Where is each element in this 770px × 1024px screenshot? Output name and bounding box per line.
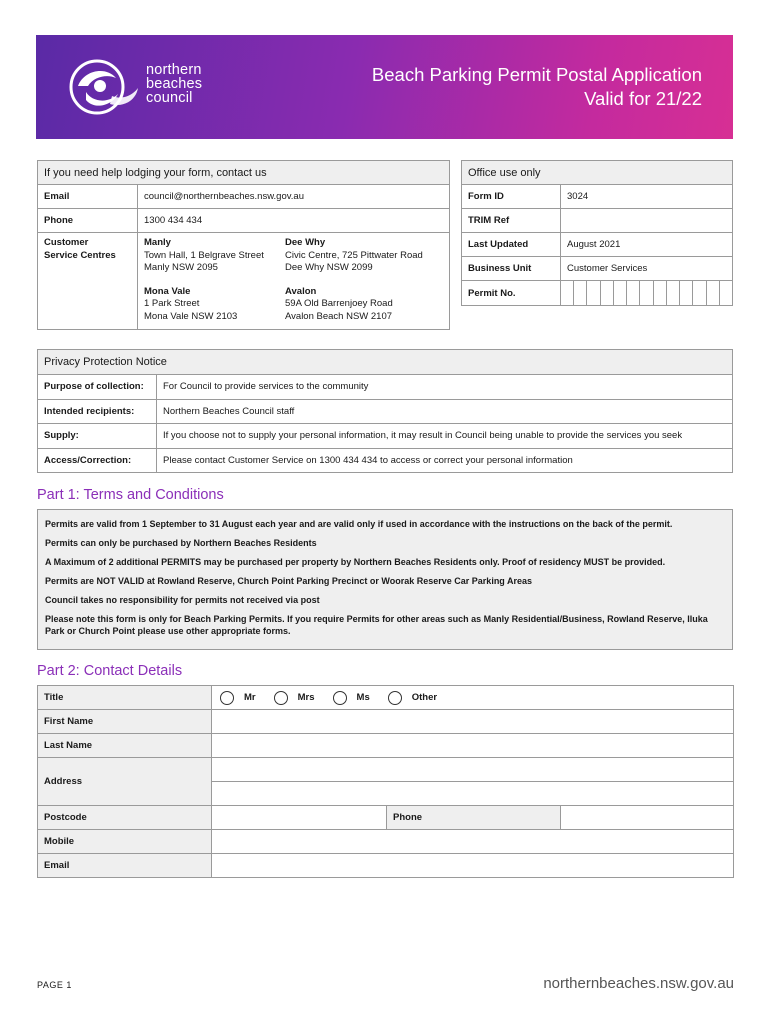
terms-item: Permits are valid from 1 September to 31 August each year and are valid only if used in accordance with the instructions on the back of the permit. xyxy=(45,519,673,529)
email-label: Email xyxy=(38,185,138,209)
centre-address-line: 59A Old Barrenjoey Road xyxy=(285,298,393,309)
centre-address-line: Dee Why NSW 2099 xyxy=(285,262,373,273)
page-number: PAGE 1 xyxy=(37,980,72,990)
trim-ref-field[interactable] xyxy=(561,209,733,233)
contact-details-table xyxy=(37,685,734,878)
permit-digit-box[interactable] xyxy=(587,281,600,305)
centre-dee-why xyxy=(285,237,423,275)
privacy-header: Privacy Protection Notice xyxy=(38,350,733,375)
permit-digit-box[interactable] xyxy=(680,281,693,305)
phone-label: Phone xyxy=(38,209,138,233)
business-unit-label: Business Unit xyxy=(462,257,561,281)
title-ms-radio[interactable] xyxy=(333,691,347,705)
logo-line-2: beaches xyxy=(146,76,203,92)
terms-item: Please note this form is only for Beach Parking Permits. If you require Permits for other areas such as Manly Residential/Business, Rowland Reserve, Iluka Park or Church Point please use other appropriate forms. xyxy=(45,614,708,636)
centre-address-line: Mona Vale NSW 2103 xyxy=(144,310,238,322)
centre-address-line: Avalon Beach NSW 2107 xyxy=(285,310,393,322)
title-mr-radio[interactable] xyxy=(220,691,234,705)
permit-digit-box[interactable] xyxy=(640,281,653,305)
title-mrs-radio[interactable] xyxy=(274,691,288,705)
permit-digit-box[interactable] xyxy=(601,281,614,305)
last-name-field[interactable] xyxy=(212,734,734,758)
title-options xyxy=(212,686,734,710)
office-header: Office use only xyxy=(462,161,733,185)
header-banner xyxy=(36,35,733,139)
address-line-1-field[interactable] xyxy=(212,758,734,782)
service-centres-label-line-2: Service Centres xyxy=(44,249,116,261)
title-other-radio[interactable] xyxy=(388,691,402,705)
centre-name: Manly xyxy=(144,237,171,248)
help-header: If you need help lodging your form, contact us xyxy=(38,161,450,185)
council-phone[interactable]: 1300 434 434 xyxy=(138,209,450,233)
form-id-label: Form ID xyxy=(462,185,561,209)
centre-address-line: Manly NSW 2095 xyxy=(144,262,218,273)
first-name-label: First Name xyxy=(38,710,212,734)
title-other-label: Other xyxy=(411,692,438,703)
last-name-label: Last Name xyxy=(38,734,212,758)
centre-name: Mona Vale xyxy=(144,285,191,297)
privacy-access-value: Please contact Customer Service on 1300 434 434 to access or correct your personal information xyxy=(157,448,733,473)
permit-digit-box[interactable] xyxy=(720,281,732,305)
centre-avalon xyxy=(285,286,393,324)
permit-digit-box[interactable] xyxy=(654,281,667,305)
terms-item: Permits are NOT VALID at Rowland Reserve, Church Point Parking Precinct or Woorak Reserve Car Parking Areas xyxy=(45,576,532,586)
mobile-field[interactable] xyxy=(212,830,734,854)
contact-email-label: Email xyxy=(38,854,212,878)
centre-name: Dee Why xyxy=(285,237,326,248)
help-contact-table xyxy=(37,160,450,330)
part1-title: Part 1: Terms and Conditions xyxy=(37,487,224,503)
permit-digit-box[interactable] xyxy=(561,281,574,305)
service-centres-list xyxy=(138,233,450,330)
service-centres-label xyxy=(38,233,138,330)
permit-no-field[interactable] xyxy=(561,281,733,306)
council-wordmark xyxy=(146,63,202,105)
privacy-supply-value: If you choose not to supply your personal information, it may result in Council being unable to provide the services you seek xyxy=(157,424,733,449)
terms-box xyxy=(37,509,733,650)
logo-line-3: council xyxy=(146,90,193,106)
privacy-recipients-value: Northern Beaches Council staff xyxy=(157,399,733,424)
privacy-purpose-value: For Council to provide services to the community xyxy=(157,375,733,400)
title-label: Title xyxy=(38,686,212,710)
terms-item: Permits can only be purchased by Northern Beaches Residents xyxy=(45,538,317,548)
privacy-recipients-label: Intended recipients: xyxy=(38,399,157,424)
contact-phone-field[interactable] xyxy=(561,806,734,830)
centre-address-line: Town Hall, 1 Belgrave Street xyxy=(144,249,264,261)
title-mrs-label: Mrs xyxy=(297,692,315,703)
centre-address-line: 1 Park Street xyxy=(144,298,200,309)
page-title xyxy=(372,63,702,111)
permit-digit-box[interactable] xyxy=(667,281,680,305)
centre-address-line: Civic Centre, 725 Pittwater Road xyxy=(285,249,423,261)
permit-digit-box[interactable] xyxy=(627,281,640,305)
office-use-table xyxy=(461,160,733,306)
permit-digit-box[interactable] xyxy=(693,281,706,305)
service-centres-label-line-1: Customer xyxy=(44,237,89,248)
centre-manly xyxy=(144,237,285,275)
postcode-field[interactable] xyxy=(212,806,387,830)
council-email[interactable]: council@northernbeaches.nsw.gov.au xyxy=(138,185,450,209)
permit-no-label: Permit No. xyxy=(462,281,561,306)
contact-phone-label: Phone xyxy=(387,806,561,830)
address-label: Address xyxy=(38,758,212,806)
title-mr-label: Mr xyxy=(244,692,256,703)
terms-item: Council takes no responsibility for permits not received via post xyxy=(45,595,320,605)
first-name-field[interactable] xyxy=(212,710,734,734)
title-ms-label: Ms xyxy=(356,692,370,703)
last-updated-value: August 2021 xyxy=(561,233,733,257)
footer-website-link[interactable]: northernbeaches.nsw.gov.au xyxy=(543,975,734,992)
permit-digit-box[interactable] xyxy=(614,281,627,305)
postcode-label: Postcode xyxy=(38,806,212,830)
business-unit-value: Customer Services xyxy=(561,257,733,281)
terms-item: A Maximum of 2 additional PERMITS may be purchased per property by Northern Beaches Residents only. Proof of residency MUST be provided. xyxy=(45,557,666,567)
address-line-2-field[interactable] xyxy=(212,782,734,806)
trim-ref-label: TRIM Ref xyxy=(462,209,561,233)
privacy-supply-label: Supply: xyxy=(38,424,157,449)
title-line-2: Valid for 21/22 xyxy=(584,88,702,109)
part2-title: Part 2: Contact Details xyxy=(37,663,183,679)
mobile-label: Mobile xyxy=(38,830,212,854)
privacy-notice-table xyxy=(37,349,733,473)
permit-digit-box[interactable] xyxy=(707,281,720,305)
privacy-access-label: Access/Correction: xyxy=(38,448,157,473)
contact-email-field[interactable] xyxy=(212,854,734,878)
privacy-purpose-label: Purpose of collection: xyxy=(38,375,157,400)
title-line-1: Beach Parking Permit Postal Application xyxy=(371,64,702,85)
centre-name: Avalon xyxy=(285,285,317,297)
centre-mona-vale xyxy=(144,286,285,324)
logo-line-1: northern xyxy=(146,62,202,78)
form-id-value: 3024 xyxy=(561,185,733,209)
last-updated-label: Last Updated xyxy=(462,233,561,257)
permit-digit-box[interactable] xyxy=(574,281,587,305)
council-logo-icon xyxy=(66,56,140,118)
